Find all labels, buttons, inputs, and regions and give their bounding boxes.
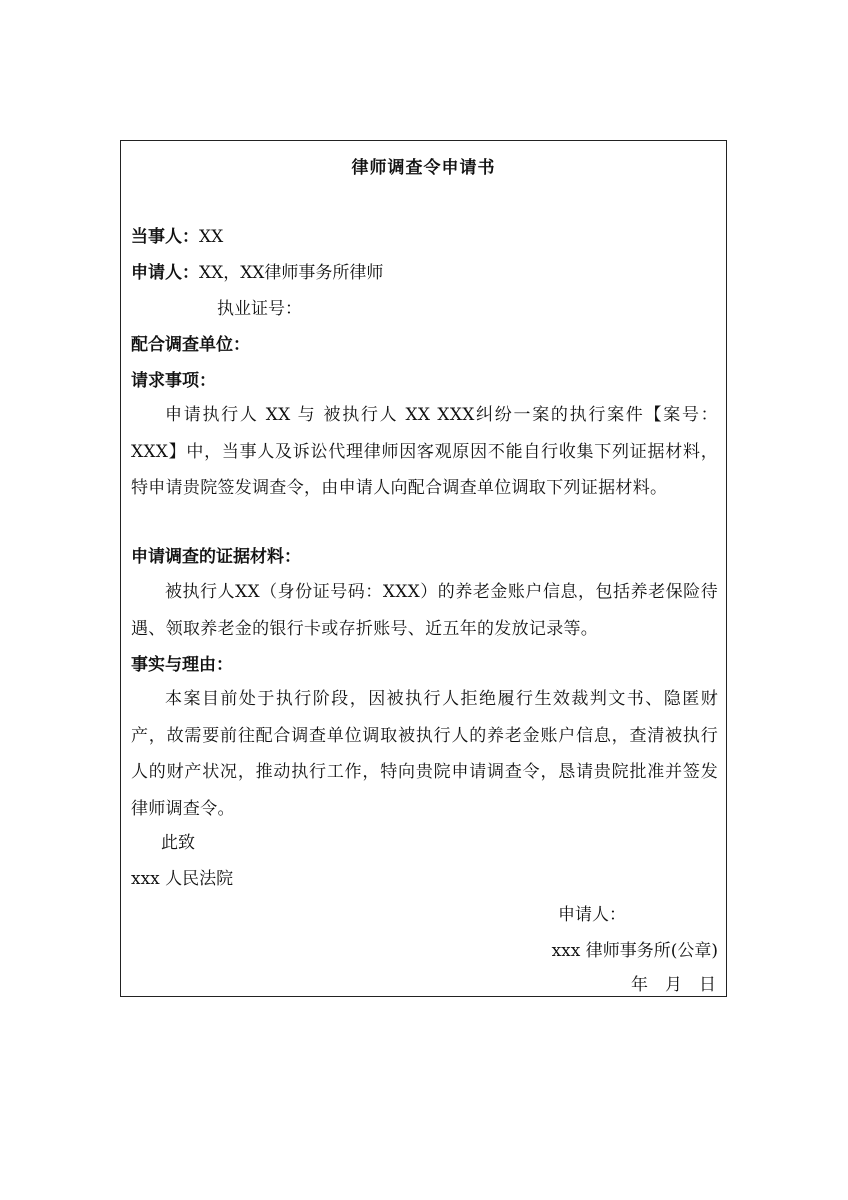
sign-date: 年 月 日	[631, 975, 716, 995]
facts-body: 本案目前处于执行阶段，因被执行人拒绝履行生效裁判文书、隐匿财产，故需要前往配合调查单位调取被执行人的养老金账户信息，查清被执行人的财产状况，推动执行工作，特向贵院申请调查令，恳请贵院批准并签发律师调查令。	[131, 689, 718, 819]
sign-firm: xxx 律师事务所(公章)	[551, 941, 718, 961]
facts-header: 事实与理由：	[131, 655, 233, 675]
sign-applicant: 申请人：	[558, 905, 626, 925]
request-body: 申请执行人 XX 与 被执行人 XX XXX纠纷一案的执行案件【案号：XXX】中，当事人及诉讼代理律师因客观原因不能自行收集下列证据材料，特申请贵院签发调查令，由申请人向配合调查单位调取下列证据材料。	[131, 405, 718, 498]
applicant-label: 申请人：	[131, 263, 199, 283]
license-line	[217, 299, 716, 319]
license-label: 执业证号：	[217, 299, 302, 319]
court-name: xxx 人民法院	[131, 869, 234, 889]
cooperating-unit-label: 配合调查单位：	[131, 335, 250, 355]
closing-text: 此致	[161, 833, 195, 853]
applicant-value: XX，XX律师事务所律师	[199, 263, 384, 283]
evidence-body: 被执行人XX（身份证号码：XXX）的养老金账户信息，包括养老保险待遇、领取养老金的银行卡或存折账号、近五年的发放记录等。	[131, 582, 718, 639]
party-value: XX	[199, 227, 224, 247]
party-line	[131, 227, 716, 247]
applicant-line	[131, 263, 716, 283]
document-title: 律师调查令申请书	[351, 158, 496, 178]
request-header: 请求事项：	[131, 371, 216, 391]
evidence-header: 申请调查的证据材料：	[131, 547, 301, 567]
party-label: 当事人：	[131, 227, 199, 247]
application-form	[120, 140, 727, 997]
